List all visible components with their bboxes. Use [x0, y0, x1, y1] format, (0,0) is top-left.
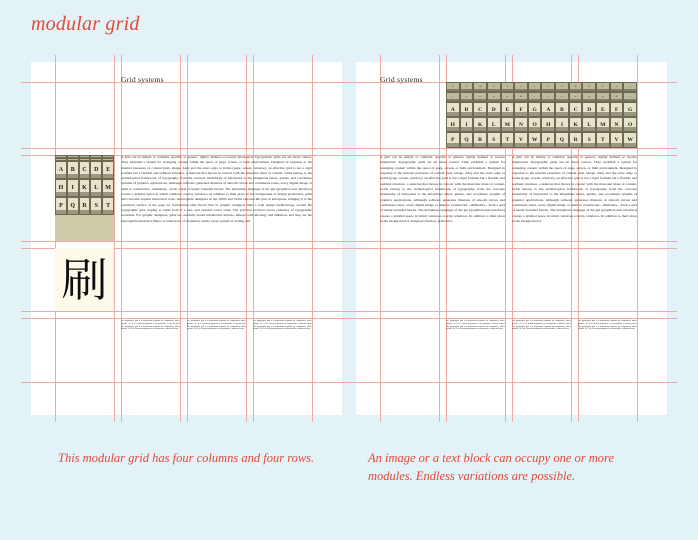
spread-right [356, 62, 667, 415]
running-head-right: Grid systems [380, 75, 423, 84]
body-paragraph: A grid can be simple or complex, specific or generic, tightly defined or loosely interpreted. Typographic grids are all about control. They establish a system for arranging content within the space of page, screen, or built environment. Designed in response to the internal pressures of content (text, image, data) and the outer edge or frame (page, screen, window), an effective grid is not a rigid formula but a flexible and resilient structure, a skeleton that moves in concert with the muscular mass of content. Grids belong to the technological framework of typography, from the concrete modularity of letterpress to the ubiquitous rulers, guides, and coordinate systems of graphics applications. Although software generates illusions of smooth curves and continuous tones, every digital image or mark is constructed—ultimately—from a grid of neatly bounded blocks. The ubiquitous language of the gui (graphical user interface) creates a gridded space in which windows overlay windows. In addition to their place in the background of design production, grids have [380, 155, 505, 224]
body-paragraph: A grid can be simple or complex, specific or generic, tightly defined or loosely interpreted. Typographic grids are all about control. They establish a system for arranging content within the space of page, screen, or built environment. Designed in response to the internal pressures of content (text, image, data) and the outer edge or frame (page, screen, window), an effective grid is not a rigid formula but a flexible and resilient structure, a skeleton that moves in concert with the muscular mass of content. Grids belong to the technological framework of typography, from the concrete modularity of letterpress to the ubiquitous rulers, guides, and coordinate systems of graphics applications. Although software generates illusions of smooth curves and continuous tones, every digital image or mark is constructed—ultimately—from a grid of neatly bounded blocks. The ubiquitous language of the gui (graphical user interface) creates a gridded space in which windows overlay windows. In addition to their place in the background of [512, 155, 637, 224]
gridline-vertical [312, 55, 313, 422]
hanzi-image-left: 刷 [55, 248, 114, 311]
body-paragraph: A grid can be simple or complex, specific or generic, tightly defined or loosely interpreted. Typographic grids are all about control. They establish a system for arranging content within the space of page, screen, or built environment. Designed in response to the internal pressures of content (text, image, data) and the outer edge or frame (page, screen, window), an effective grid is not a rigid formula but a flexible and resilient structure, a skeleton that moves in concert with the muscular mass of content. Grids belong to the technological framework of typography, from the concrete modularity of letterpress to the ubiquitous rulers, guides, and coordinate systems of graphics applications. Although software generates illusions of smooth curves and continuous tones, every digital image or mark is constructed—ultimately—from a grid of neatly bounded blocks. The ubiquitous language of the gui (graphical user interface) creates a gridded space in which windows overlay windows. In addition to their place in the background of design production, grids have become explicit theoretical tools. Avant-garde designers in the 1910s and 1920s exposed the grid of letterpress, bringing it to the polemical surface of the page. In Switzerland after World War II, graphic designers built a total design methodology around the typographic grid, hoping to build from it a new and rational social order. The grid has evolved across centuries of typographic evolution. For graphic designers, grids are carefully honed intellectual devices, infused with ideology and ambition, and they are the inescapable mesh that filters, at some level of resolution, nearly every system of writing and [121, 155, 312, 223]
figure-caption-left: This modular grid has four columns and four rows. [58, 451, 315, 465]
body-text-right-column-2 [512, 155, 637, 311]
gridline-horizontal [346, 311, 677, 312]
caption-block [187, 320, 246, 382]
caption-block [578, 320, 637, 382]
body-text-right-column-1 [380, 155, 505, 311]
caption-block [446, 320, 505, 382]
gridline-horizontal [346, 382, 677, 383]
caption-paragraph: The typographic grid is a proportional regulator for composition, tables, pictures, etc. It is a formal programme to accommodate x unknown items. The typographic grid is a proportional regulator for composition, tables, pictures, etc. It is a formal programme to accommodate x unknown items. [578, 320, 637, 331]
caption-paragraph: The typographic grid is a proportional regulator for composition, tables, pictures, etc. It is a formal programme to accommodate x unknown items. The typographic grid is a proportional regulator for composition, tables, pictures, etc. It is a formal programme to accommodate x unknown items. [512, 320, 571, 331]
gridline-horizontal [21, 318, 352, 319]
gridline-horizontal [21, 382, 352, 383]
caption-block [512, 320, 571, 382]
caption-paragraph: The typographic grid is a proportional regulator for composition, tables, pictures, etc. It is a formal programme to accommodate x elements item. The typographic grid is a proportional regulator for composition, tables, pictures, etc. It is a formal programme to accommodate x unknown items. [121, 320, 180, 331]
page-title: modular grid [31, 13, 140, 35]
gridline-horizontal [346, 148, 677, 149]
gridline-horizontal [21, 311, 352, 312]
body-text-left [121, 155, 312, 311]
caption-block [253, 320, 312, 382]
gridline-horizontal [21, 148, 352, 149]
spread-left [31, 62, 342, 415]
caption-block [121, 320, 180, 382]
gridline-horizontal [346, 318, 677, 319]
figure-caption-right: An image or a text block can occupy one or more modules. Endless variations are possible. [368, 451, 614, 483]
caption-paragraph: The typographic grid is a proportional regulator for composition, tables, pictures, etc. It is a formal programme to accommodate x unknown items. The typographic grid is a proportional regulator for composition, tables, pictures, etc. It is a formal programme to accommodate x unknown items. [253, 320, 312, 331]
typecase-image-left: ff fi ffi fl k j ç æ œ w A B C D E H I K L M P Q R S T [55, 155, 114, 241]
caption-paragraph: The typographic grid is a proportional regulator for composition, tables, pictures, etc. It is a formal programme to accommodate x elements item. The typographic grid is a proportional regulator for composition, tables, pictures, etc. It is a formal programme to accommodate x unknown items. [187, 320, 246, 331]
typecase-image-right: ff fi ffi fl k w j ff fi ffi fl k w j ç æ œ ae oe ffl z ç æ œ ae oe ffl z A B C D E F G A B C D E F G H I K L M N O H I K L M N O P Q R S T V W P Q R S T V W [446, 82, 637, 148]
caption-paragraph: The typographic grid is a proportional regulator for composition, tables, pictures, etc. It is a formal programme to accommodate x unknown items. The typographic grid is a proportional regulator for composition, tables, pictures, etc. It is a formal programme to accommodate x unknown items. [446, 320, 505, 331]
running-head-left: Grid systems [121, 75, 164, 84]
gridline-vertical [114, 55, 115, 422]
gridline-vertical [637, 55, 638, 422]
gridline-horizontal [21, 82, 352, 83]
